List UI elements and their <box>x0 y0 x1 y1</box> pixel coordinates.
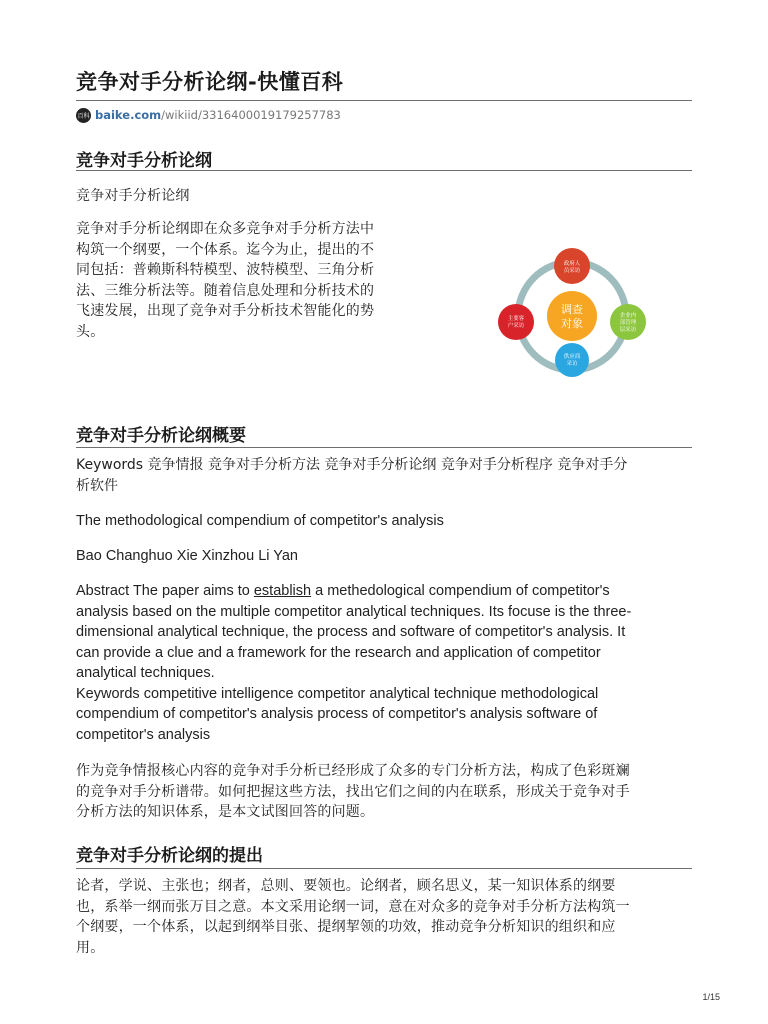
page-title: 竞争对手分析论纲-快懂百科 <box>76 70 344 94</box>
center-label-2: 对象 <box>561 317 583 330</box>
section-heading-3: 竞争对手分析论纲的提出 <box>76 846 263 866</box>
abstract-lead: Abstract The paper aims to <box>76 583 254 599</box>
section-divider-3 <box>76 868 692 869</box>
source-path-link[interactable]: /wikiid/3316400019179257783 <box>161 108 341 122</box>
node-label: 部管理 <box>619 320 637 326</box>
text-line: 同包括：普赖斯科特模型、波特模型、三角分析 <box>76 262 375 278</box>
text-line: 飞速发展，出现了竞争对手分析技术智能化的势 <box>76 303 375 319</box>
node-supplier <box>555 343 589 377</box>
text-line: 论者，学说、主张也；纲者，总则、要领也。论纲者，顾名思义，某一知识体系的纲要 <box>76 878 616 894</box>
section2-zh-paragraph <box>76 761 692 823</box>
section1-intro: 竞争对手分析论纲 <box>76 188 190 204</box>
section-divider-1 <box>76 170 692 171</box>
survey-cycle-diagram <box>484 246 652 378</box>
text-line: 作为竞争情报核心内容的竞争对手分析已经形成了众多的专门分析方法，构成了色彩斑斓 <box>76 763 630 779</box>
baike-logo-icon: 百科 <box>76 108 91 123</box>
abstract <box>76 581 692 745</box>
text-line: analysis based on the multiple competitor analytical techniques. Its focuse is the three- <box>76 603 632 620</box>
page-number: 1/15 <box>702 992 720 1002</box>
text-line: analytical techniques. <box>76 665 215 681</box>
text-line <box>76 581 692 602</box>
english-title: The methodological compendium of competitor's analysis <box>76 513 444 529</box>
section-heading-1: 竞争对手分析论纲 <box>76 151 212 171</box>
node-label: 层采访 <box>619 327 637 333</box>
center-label-1: 调查 <box>561 303 583 316</box>
center-node <box>547 291 597 341</box>
text-line: 个纲要，一个体系，以起到纲举目张、提纲挈领的功效，推动竞争分析知识的组织和应 <box>76 919 616 935</box>
text-line: 法、三维分析法等。随着信息处理和分析技术的 <box>76 282 375 299</box>
section-heading-2: 竞争对手分析论纲概要 <box>76 426 246 446</box>
text-line: 构筑一个纲要，一个体系。迄今为止，提出的不 <box>76 241 375 258</box>
text-line: 用。 <box>76 939 105 956</box>
text-line: can provide a clue and a framework for the research and application of competitor <box>76 644 601 661</box>
node-customer <box>498 304 534 340</box>
node-label: 员采访 <box>563 268 581 274</box>
node-label: 供应商 <box>563 354 581 360</box>
node-label: 主要客 <box>507 316 525 322</box>
text-line: Keywords 竞争情报 竞争对手分析方法 竞争对手分析论纲 竞争对手分析程序 竞争对手分 <box>76 457 628 473</box>
text-line: 分析方法的知识体系，是本文试图回答的问题。 <box>76 804 375 820</box>
source-domain-link[interactable]: baike.com <box>95 108 162 122</box>
node-label: 户采访 <box>507 323 525 329</box>
node-label: 企业内 <box>619 313 637 319</box>
node-label: 政府人 <box>563 261 581 267</box>
title-divider <box>76 100 692 101</box>
text-line: 竞争对手分析论纲即在众多竞争对手分析方法中 <box>76 221 375 237</box>
text-line: 的竞争对手分析谱带。如何把握这些方法，找出它们之间的内在联系，形成关于竞争对手 <box>76 783 630 800</box>
text-line: 头。 <box>76 323 105 340</box>
section3-paragraph <box>76 876 692 958</box>
section1-paragraph <box>76 219 406 342</box>
establish-link[interactable]: establish <box>253 583 312 599</box>
section-divider-2 <box>76 447 692 448</box>
text-line: competitor's analysis <box>76 726 211 743</box>
node-label: 采访 <box>566 361 578 367</box>
text-line: 析软件 <box>76 477 118 494</box>
text-line: compendium of competitor's analysis process of competitor's analysis software of <box>76 706 598 722</box>
source-line <box>76 106 341 124</box>
text-line: dimensional analytical technique, the process and software of competitor's analysis. It <box>76 624 626 640</box>
text-line: 也，系举一纲而张万目之意。本文采用论纲一词，意在对众多的竞争对手分析方法构筑一 <box>76 898 630 915</box>
keywords-zh <box>76 455 692 496</box>
authors: Bao Changhuo Xie Xinzhou Li Yan <box>76 548 298 564</box>
text-line: Keywords competitive intelligence competitor analytical technique methodological <box>76 685 599 702</box>
abstract-lead-rest: a methedological compendium of competitor's <box>311 583 610 599</box>
